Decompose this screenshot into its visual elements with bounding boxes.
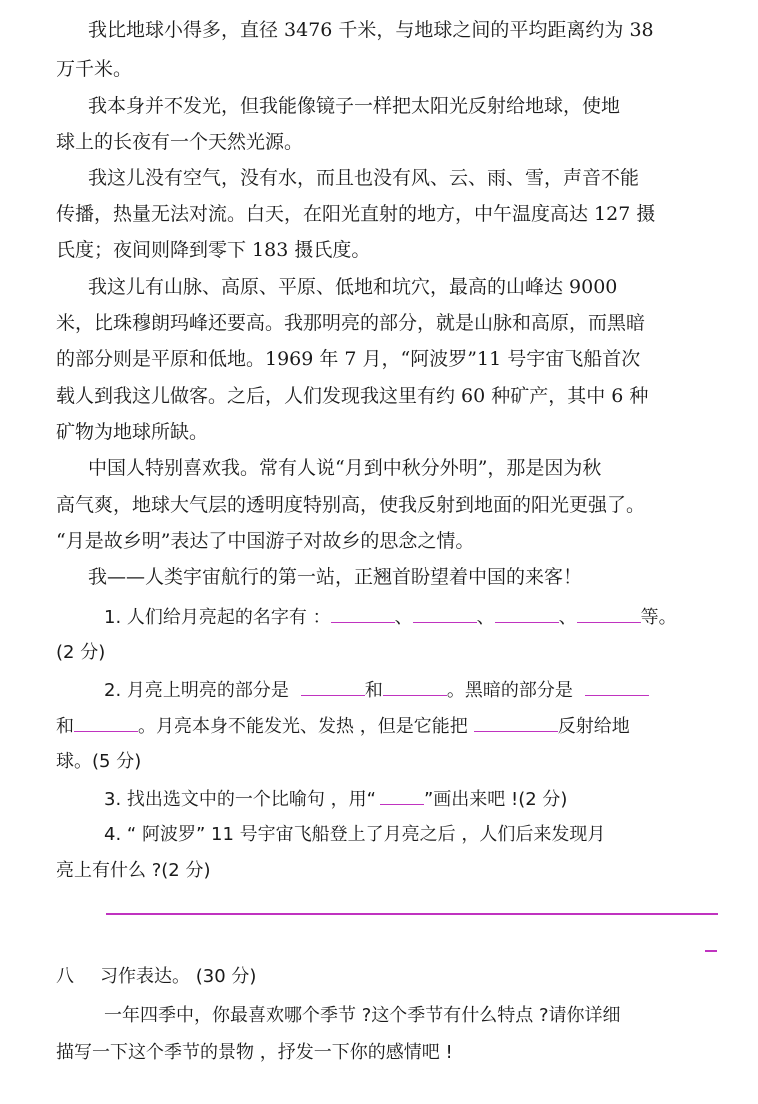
question-1-score: (2 分) [56, 642, 106, 663]
question-4: 4. “ 阿波罗” 11 号宇宙飞船登上了月亮之后 ，人们后来发现月 [104, 824, 606, 845]
answer-blank[interactable] [413, 604, 477, 623]
section-number: 八 [56, 966, 74, 987]
passage-line: 万千米。 [56, 58, 133, 80]
passage-line: 氏度；夜间则降到零下 183 摄氏度。 [56, 239, 371, 261]
question-2-score: 球。(5 分) [56, 751, 142, 772]
passage-line: “月是故乡明”表达了中国游子对故乡的思念之情。 [56, 530, 475, 552]
question-4-cont: 亮上有什么 ?(2 分) [56, 860, 211, 881]
answer-blank[interactable] [474, 713, 558, 732]
question-2-cont: 和 。月亮本身不能发光、发热 ，但是它能把 反射给地 [0, 713, 758, 739]
answer-blank[interactable] [331, 604, 395, 623]
question-1: 1. 人们给月亮起的名字有 ： 、 、 、 等。 [0, 604, 758, 630]
passage-line: 我——人类宇宙航行的第一站，正翘首盼望着中国的来客！ [88, 566, 583, 588]
passage-line: 我这儿没有空气，没有水，而且也没有风、云、雨、雪，声音不能 [88, 167, 640, 189]
section-8-prompt: 一年四季中，你最喜欢哪个季节 ?这个季节有什么特点 ?请你详细 [104, 1005, 621, 1026]
question-3: 3. 找出选文中的一个比喻句 ，用“ ”画出来吧 !(2 分) [0, 786, 758, 812]
answer-line[interactable] [106, 913, 718, 915]
passage-line: 高气爽，地球大气层的透明度特别高，使我反射到地面的阳光更强了。 [56, 494, 646, 516]
passage-line: 球上的长夜有一个天然光源。 [56, 131, 304, 153]
question-2: 2. 月亮上明亮的部分是 和 。黑暗的部分是 [0, 677, 758, 703]
answer-blank[interactable] [383, 677, 447, 696]
answer-blank[interactable] [301, 677, 365, 696]
answer-blank[interactable] [380, 786, 424, 805]
section-8-heading [0, 965, 758, 989]
passage-line: 的部分则是平原和低地。1969 年 7 月，“阿波罗”11 号宇宙飞船首次 [56, 348, 641, 370]
passage-line: 我比地球小得多，直径 3476 千米，与地球之间的平均距离约为 38 [88, 19, 654, 41]
answer-blank[interactable] [495, 604, 559, 623]
section-8-prompt: 描写一下这个季节的景物 ，抒发一下你的感情吧 ! [56, 1042, 453, 1063]
passage-line: 载人到我这儿做客。之后，人们发现我这里有约 60 种矿产，其中 6 种 [56, 385, 649, 407]
passage-line: 我这儿有山脉、高原、平原、低地和坑穴，最高的山峰达 9000 [88, 276, 618, 298]
passage-line: 中国人特别喜欢我。常有人说“月到中秋分外明”，那是因为秋 [88, 457, 602, 479]
answer-blank[interactable] [577, 604, 641, 623]
section-title: 习作表达。 (30 分) [100, 966, 257, 987]
passage-line: 米，比珠穆朗玛峰还要高。我那明亮的部分，就是山脉和高原，而黑暗 [56, 312, 646, 334]
passage-line: 矿物为地球所缺。 [56, 421, 209, 443]
answer-blank[interactable] [74, 713, 138, 732]
answer-blank[interactable] [585, 677, 649, 696]
answer-line-tail [705, 950, 717, 952]
passage-line: 我本身并不发光，但我能像镜子一样把太阳光反射给地球，使地 [88, 95, 621, 117]
passage-line: 传播，热量无法对流。白天，在阳光直射的地方，中午温度高达 127 摄 [56, 203, 656, 225]
